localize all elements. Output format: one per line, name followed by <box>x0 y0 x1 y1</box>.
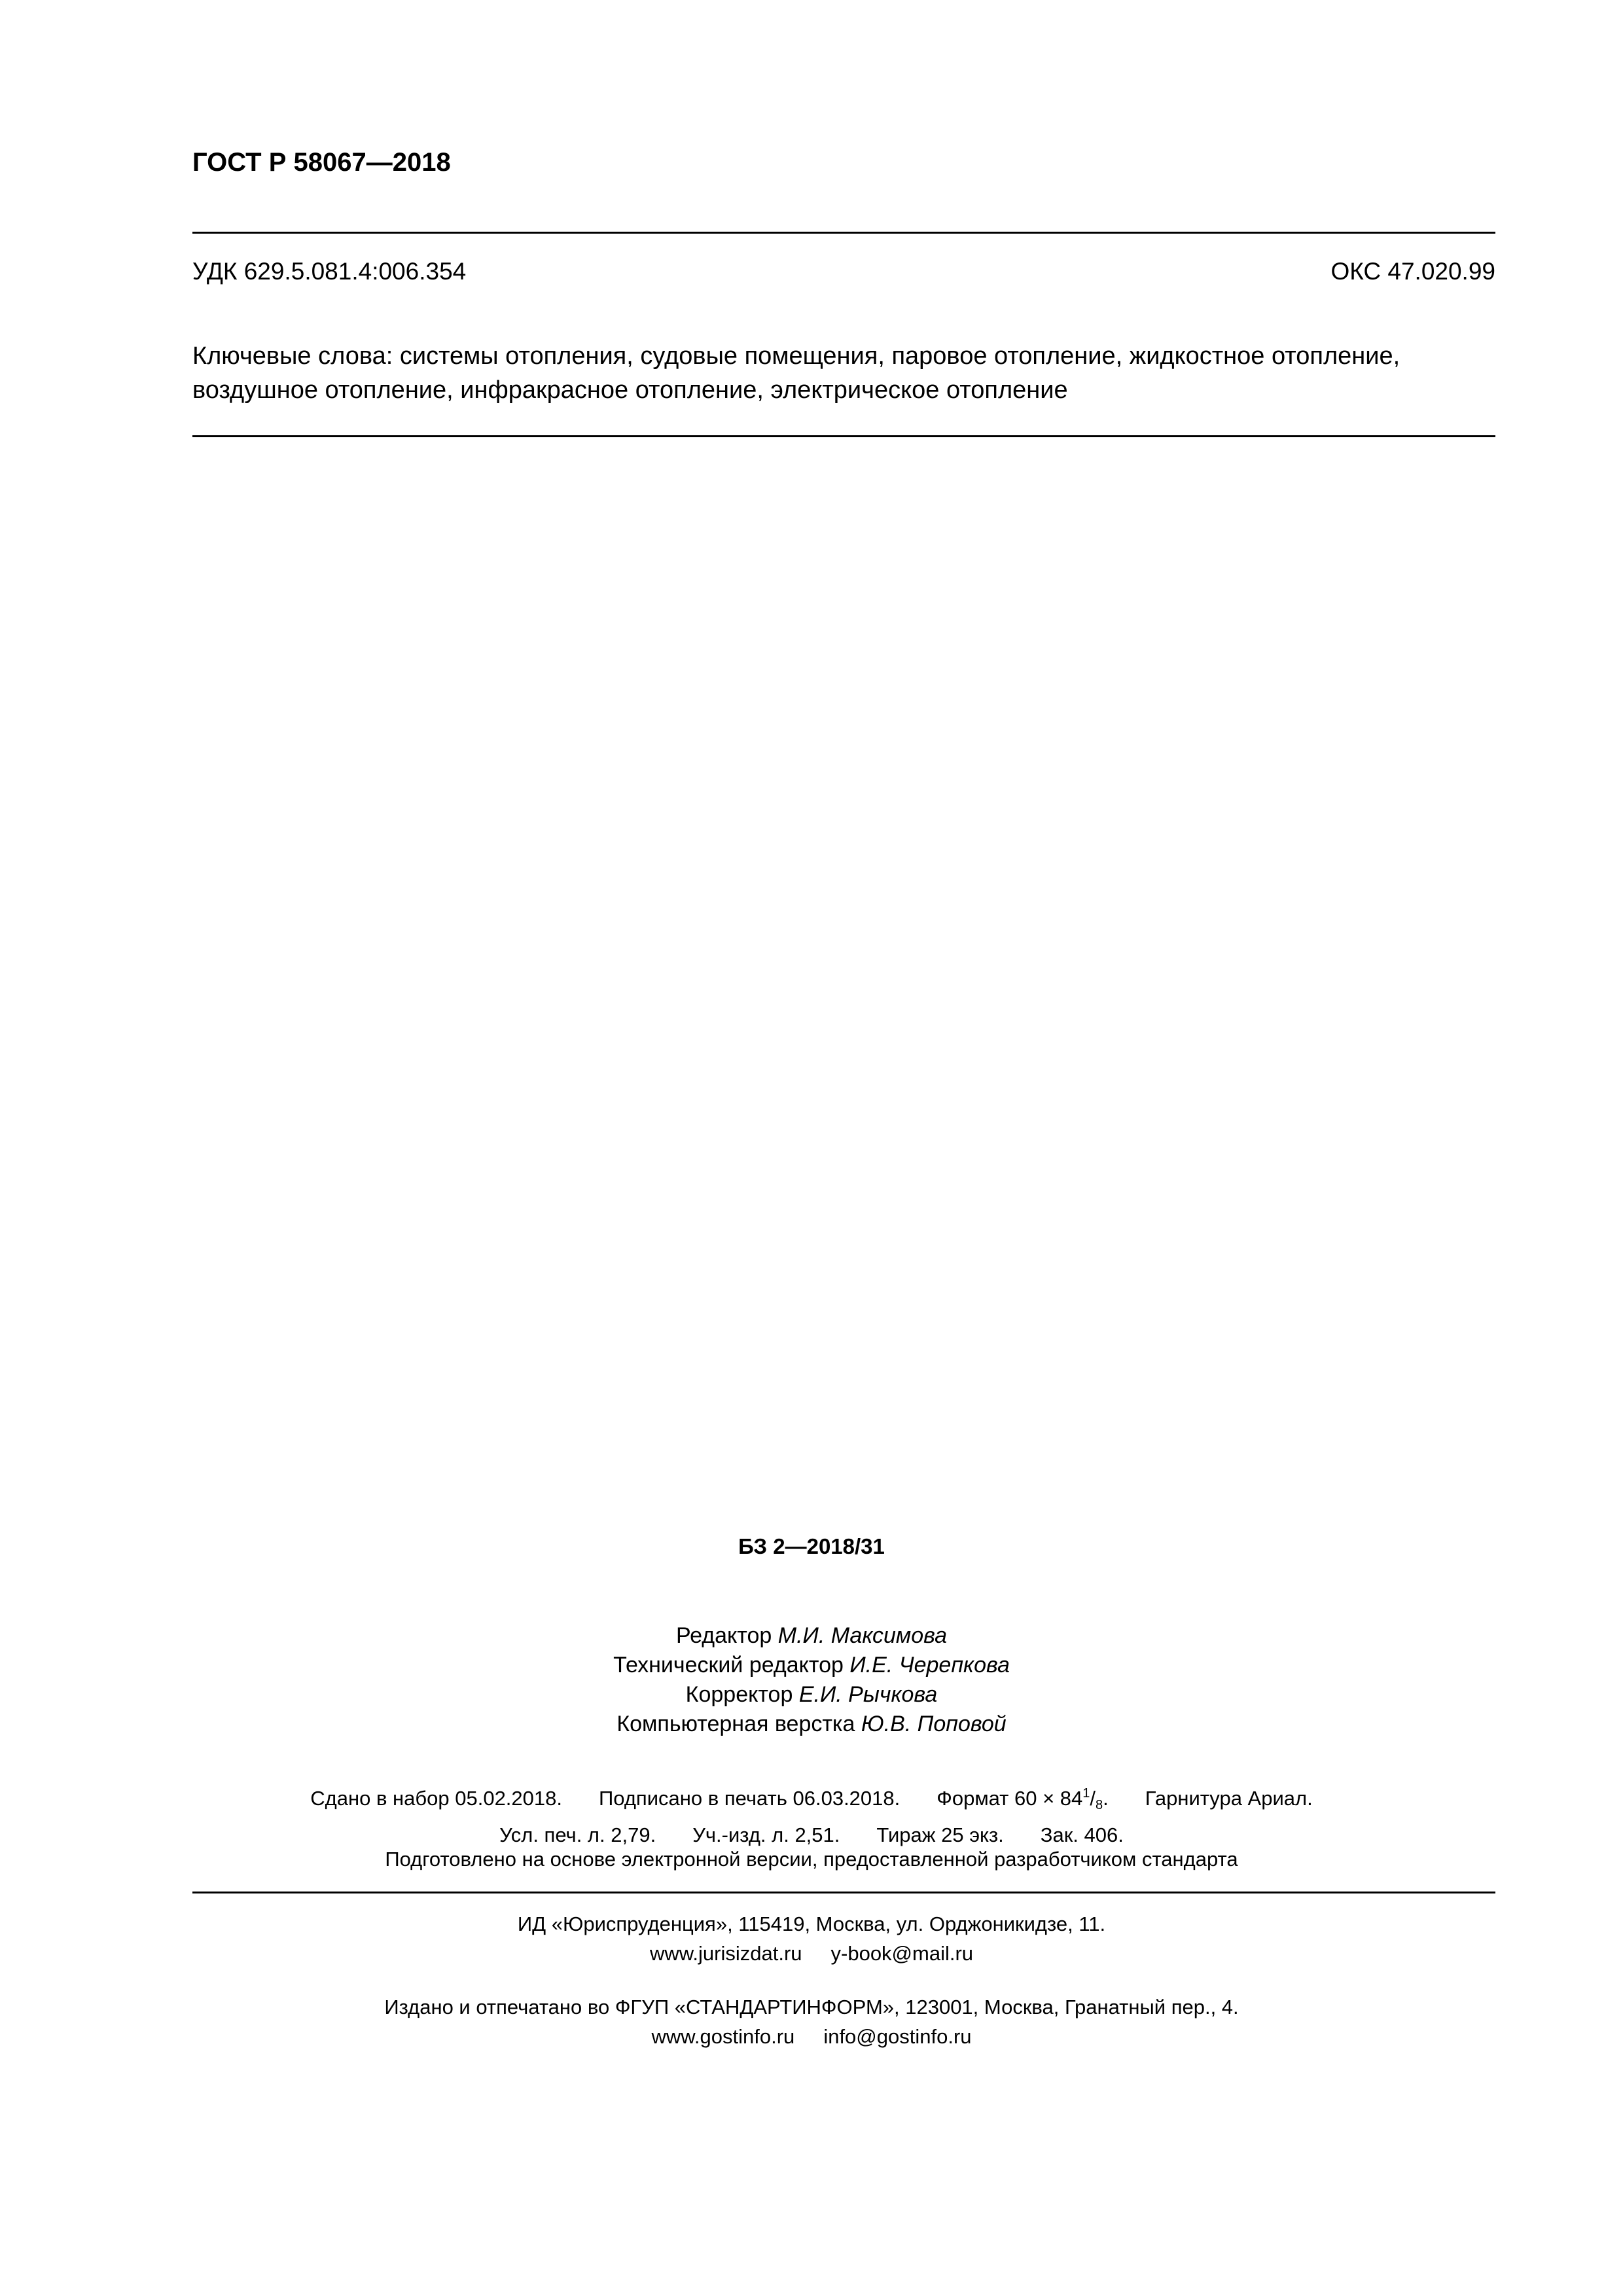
divider-top <box>192 232 1495 234</box>
publisher-standartinform <box>0 1992 1623 2051</box>
print-details-line-1 <box>0 1779 1623 1820</box>
divider-bottom <box>192 1892 1495 1893</box>
publisher-site-link[interactable]: www.gostinfo.ru <box>651 2025 795 2048</box>
print-sheets: Усл. печ. л. 2,79. <box>499 1823 656 1846</box>
bz-number: БЗ 2—2018/31 <box>738 1534 885 1558</box>
print-details-line-2 <box>0 1820 1623 1850</box>
typeface: Гарнитура Ариал. <box>1145 1787 1313 1810</box>
publisher-jurisprudence <box>0 1909 1623 1968</box>
oks-code: ОКС 47.020.99 <box>1330 258 1495 285</box>
keywords-line-2: воздушное отопление, инфракрасное отопление, электрическое отопление <box>192 376 1068 404</box>
signed-to-print: Подписано в печать 06.03.2018. <box>599 1787 901 1810</box>
sent-to-set: Сдано в набор 05.02.2018. <box>310 1787 562 1810</box>
staff-role: Корректор <box>685 1682 793 1707</box>
keywords-block <box>192 339 1495 407</box>
staff-name: И.Е. Черепкова <box>849 1653 1010 1677</box>
staff-list <box>0 1621 1623 1739</box>
publisher-contacts <box>0 2022 1623 2051</box>
publisher-address: Издано и отпечатано во ФГУП «СТАНДАРТИНФОРМ», 123001, Москва, Гранатный пер., 4. <box>384 1996 1239 2018</box>
staff-name: М.И. Максимова <box>777 1623 948 1648</box>
publisher-site-link[interactable]: www.jurisizdat.ru <box>649 1942 802 1965</box>
publisher-address: ИД «Юриспруденция», 115419, Москва, ул. Орджоникидзе, 11. <box>517 1912 1106 1935</box>
staff-editor <box>0 1621 1623 1651</box>
staff-role: Компьютерная верстка <box>616 1712 855 1736</box>
staff-corrector <box>0 1680 1623 1710</box>
prepared-note: Подготовлено на основе электронной версии, предоставленной разработчиком стандарта <box>385 1848 1238 1871</box>
keywords-line-1: Ключевые слова: системы отопления, судовые помещения, паровое отопление, жидкостное отопление, <box>192 342 1400 370</box>
publisher-contacts <box>0 1939 1623 1968</box>
circulation: Тираж 25 экз. <box>876 1823 1004 1846</box>
publisher-email-link[interactable]: y-book@mail.ru <box>830 1942 974 1965</box>
publisher-email-link[interactable]: info@gostinfo.ru <box>823 2025 972 2048</box>
staff-role: Редактор <box>675 1623 772 1648</box>
staff-name: Е.И. Рычкова <box>798 1682 938 1707</box>
udk-code: УДК 629.5.081.4:006.354 <box>192 258 467 285</box>
publication-sheets: Уч.-изд. л. 2,51. <box>692 1823 840 1846</box>
staff-role: Технический редактор <box>613 1653 844 1677</box>
divider-keywords <box>192 435 1495 437</box>
paper-format: Формат $60 \times 84^1/_8$. <box>936 1786 1109 1812</box>
print-details <box>0 1779 1623 1850</box>
staff-tech-editor <box>0 1651 1623 1680</box>
order-number: Зак. 406. <box>1040 1823 1124 1846</box>
staff-layout <box>0 1710 1623 1739</box>
staff-name: Ю.В. Поповой <box>861 1712 1007 1736</box>
standard-number: ГОСТ Р 58067—2018 <box>192 148 451 177</box>
